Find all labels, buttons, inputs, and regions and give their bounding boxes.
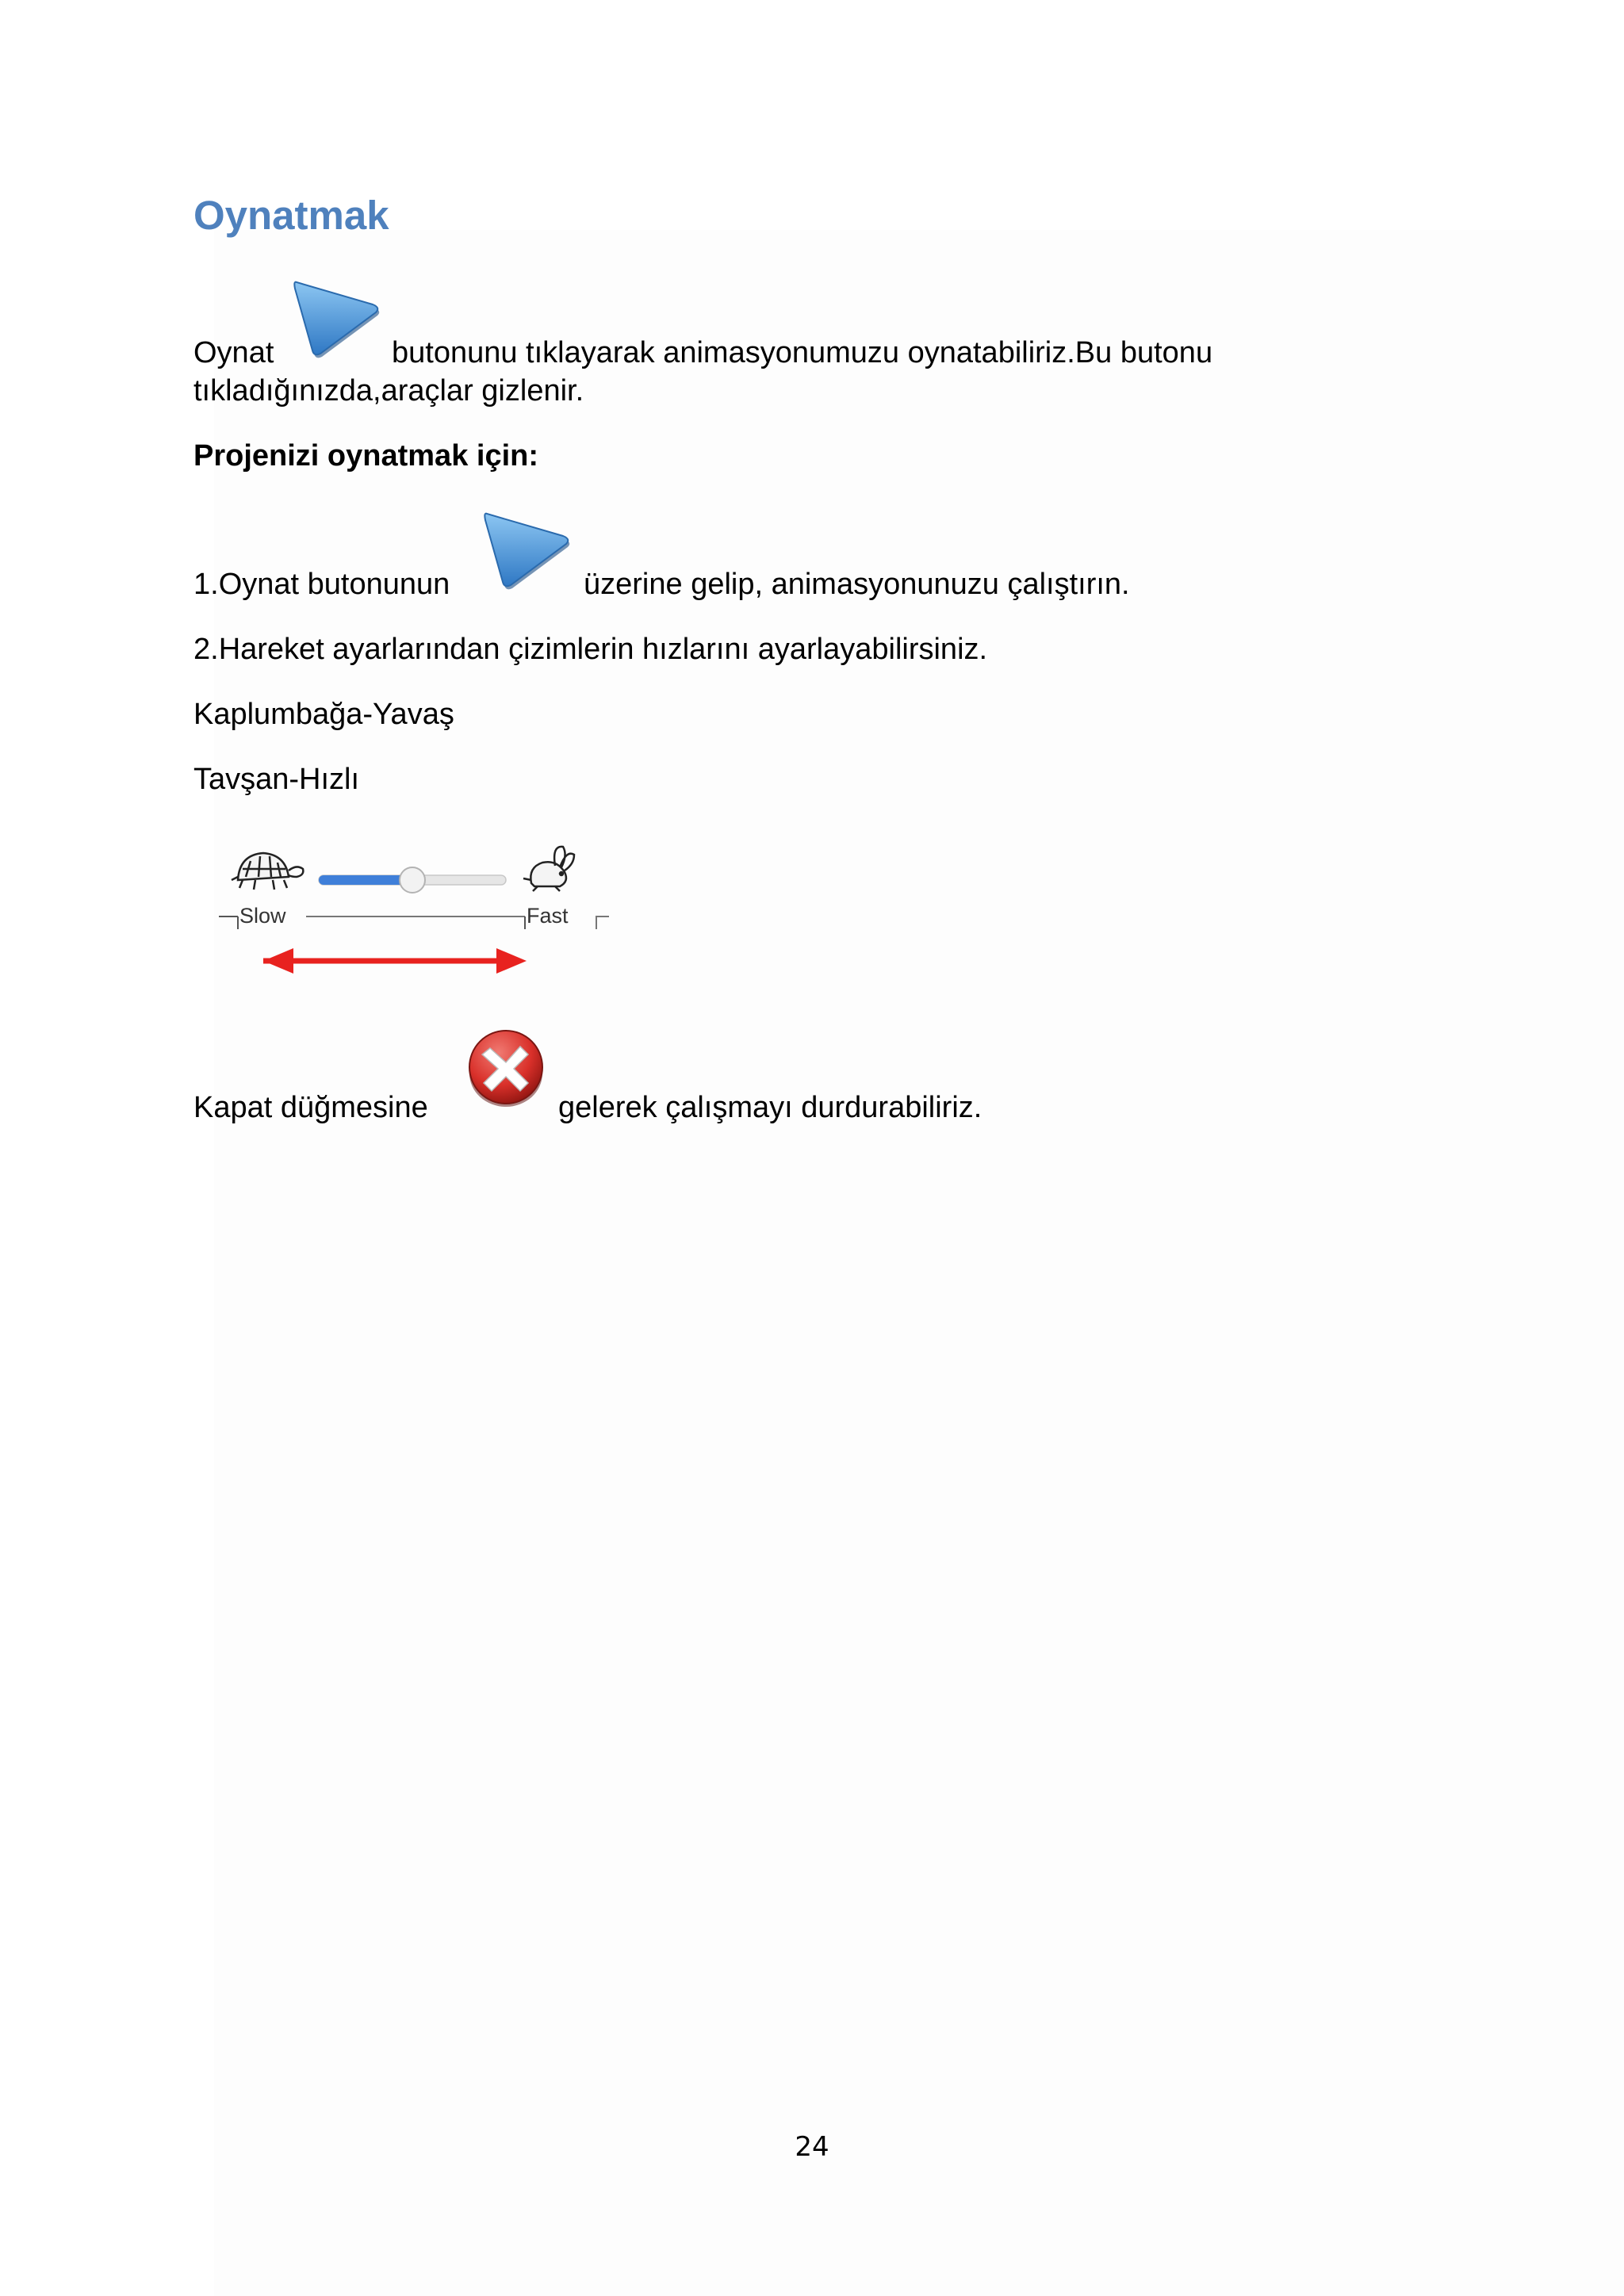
intro-text-end: butonunu tıklayarak animasyonumuzu oynatabiliriz.Bu butonu: [392, 336, 1213, 369]
step1-text-end: üzerine gelip, animasyonunuzu çalıştırın.: [584, 568, 1130, 601]
section-subheading: Projenizi oynatmak için:: [193, 439, 538, 473]
slow-description: Kaplumbağa-Yavaş: [193, 698, 454, 731]
slow-label: Slow: [239, 904, 286, 928]
slider-thumb[interactable]: [400, 867, 425, 893]
play-icon: [481, 509, 573, 591]
close-text-end: gelerek çalışmayı durdurabiliriz.: [558, 1091, 982, 1124]
page-number: 24: [795, 2131, 829, 2163]
step1-text-start: 1.Oynat butonunun: [193, 568, 450, 601]
intro-text-start: Oynat: [193, 336, 274, 369]
close-icon: [465, 1027, 547, 1110]
turtle-icon: [232, 853, 303, 890]
step2-text: 2.Hareket ayarlarından çizimlerin hızlarını ayarlayabilirsiniz.: [193, 633, 988, 666]
speed-slider-figure: [214, 840, 619, 983]
double-arrow-icon: [263, 948, 527, 974]
page-background: [214, 230, 1624, 2296]
play-icon: [290, 277, 382, 360]
fast-label: Fast: [527, 904, 569, 928]
close-text-start: Kapat düğmesine: [193, 1091, 428, 1124]
rabbit-icon: [523, 847, 574, 891]
slider-fill: [319, 875, 412, 885]
fast-description: Tavşan-Hızlı: [193, 763, 360, 796]
intro-text-line2: tıkladığınızda,araçlar gizlenir.: [193, 374, 584, 408]
page-title: Oynatmak: [193, 193, 389, 238]
